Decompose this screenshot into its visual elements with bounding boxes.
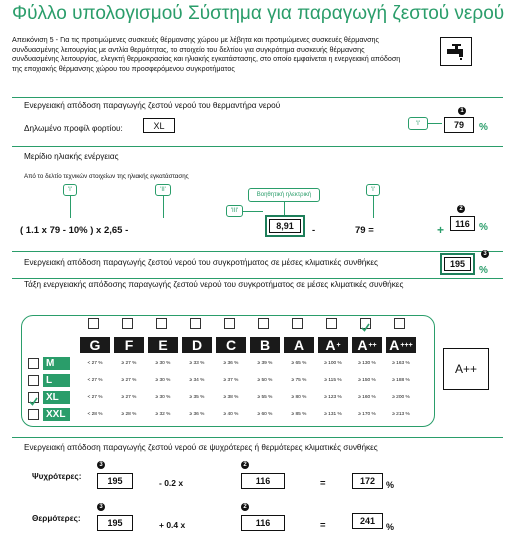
solar-formula-part2: 79 = [355, 225, 374, 236]
bullet-2: 2 [457, 205, 465, 213]
tag-iii: 'III' [226, 205, 243, 217]
threshold-cell: ≥ 36 % [223, 361, 239, 366]
profile-label-l: L [43, 374, 70, 387]
threshold-cell: ≥ 50 % [257, 378, 273, 383]
threshold-cell: ≥ 55 % [257, 395, 273, 400]
warmer-solar-value: 116 [241, 515, 285, 531]
unit-percent: % [479, 265, 488, 276]
class-checkbox[interactable] [156, 318, 167, 329]
bullet-3: 3 [97, 461, 105, 469]
energy-class-panel [21, 315, 435, 427]
description-text: Απεικόνιση 5 - Για τις προτιμώμενες συσκευές θέρμανσης χώρου με λέβητα και προτιμώμενες συσκευές θέρμανσης συνδυασμένης λειτουργίας με αντλία θερμότητας, το στοιχείο του δελτίου για συγκρότημα συσκευής θέρμανσης συνδυασμένης λειτουργίας, ελεγκτή θερμοκρασίας και ηλιακής εγκατάστασης, στο οποίο εμφαίνεται η ενεργειακή απόδοση της εποχιακής θέρμανσης χώρου του προσφερόμενου συγκροτήματος [12, 35, 401, 73]
colder-base-value: 195 [97, 473, 133, 489]
profile-label-xxl: XXL [43, 408, 70, 421]
connector [428, 123, 442, 124]
section3-heading: Ενεργειακή απόδοση παραγωγής ζεστού νερού του συγκροτήματος σε μέσες κλιματικές συνθήκες [24, 258, 378, 267]
warmer-operator: + 0.4 x [159, 520, 186, 530]
divider [12, 278, 503, 279]
class-checkbox[interactable] [258, 318, 269, 329]
section2-sub: Από το δελτίο τεχνικών στοιχείων της ηλιακής εγκατάστασης [24, 173, 189, 180]
tag-i: 'I' [408, 117, 428, 130]
colder-label: Ψυχρότερες: [32, 472, 82, 481]
profile-label-m: M [43, 357, 70, 370]
bullet-2: 2 [241, 461, 249, 469]
class-c: C [216, 337, 246, 353]
class-e: E [148, 337, 178, 353]
connector [70, 196, 71, 218]
bullet-3: 3 [481, 250, 489, 258]
tag-ii: 'II' [155, 184, 171, 196]
unit-percent: % [386, 480, 395, 490]
tag-i: 'I' [366, 184, 380, 196]
warmer-base-value: 195 [97, 515, 133, 531]
bullet-1: 1 [458, 107, 466, 115]
aux-electric-value: 8,91 [269, 219, 301, 233]
threshold-cell: ≥ 115 % [324, 378, 342, 383]
divider [12, 437, 503, 438]
class-a-plus-plus-plus: A +++ [386, 337, 416, 353]
bullet-2: 2 [241, 503, 249, 511]
threshold-cell: ≥ 34 % [189, 378, 205, 383]
threshold-cell: < 27 % [87, 378, 103, 383]
threshold-cell: ≥ 40 % [223, 412, 239, 417]
divider [12, 97, 503, 98]
threshold-cell: < 28 % [87, 412, 103, 417]
threshold-cell: ≥ 27 % [121, 395, 137, 400]
colder-result-value: 172 [352, 473, 383, 489]
section5-heading: Ενεργειακή απόδοση παραγωγής ζεστού νερού σε ψυχρότερες ή θερμότερες κλιματικές συνθήκες [24, 443, 378, 452]
class-checkbox[interactable] [394, 318, 405, 329]
threshold-cell: ≥ 160 % [358, 395, 376, 400]
class-g: G [80, 337, 110, 353]
class-checkbox[interactable] [224, 318, 235, 329]
threshold-cell: ≥ 27 % [121, 378, 137, 383]
threshold-cell: ≥ 37 % [223, 378, 239, 383]
threshold-cell: < 27 % [87, 395, 103, 400]
checkmark-icon [361, 323, 370, 332]
checkmark-icon [29, 397, 38, 406]
class-checkbox[interactable] [292, 318, 303, 329]
system-efficiency-value: 195 [444, 257, 471, 271]
warmer-equals: = [320, 520, 326, 531]
colder-solar-value: 116 [241, 473, 285, 489]
class-checkbox[interactable] [88, 318, 99, 329]
threshold-cell: ≥ 130 % [358, 361, 376, 366]
solar-formula-minus: - [312, 225, 316, 236]
threshold-cell: ≥ 60 % [257, 412, 273, 417]
class-a: A [284, 337, 314, 353]
threshold-cell: ≥ 28 % [121, 412, 137, 417]
divider [12, 251, 503, 252]
threshold-cell: ≥ 33 % [189, 361, 205, 366]
plus-sign: + [437, 223, 445, 237]
colder-equals: = [320, 478, 326, 489]
threshold-cell: ≥ 213 % [392, 412, 410, 417]
warmer-result-value: 241 [352, 513, 383, 529]
threshold-cell: ≥ 30 % [155, 361, 171, 366]
threshold-cell: ≥ 36 % [189, 412, 205, 417]
solar-share-value: 116 [450, 216, 475, 231]
threshold-cell: ≥ 200 % [392, 395, 410, 400]
section2-heading: Μερίδιο ηλιακής ενέργειας [24, 152, 119, 161]
profile-checkbox-m[interactable] [28, 358, 39, 369]
solar-formula-part1: ( 1.1 x 79 - 10% ) x 2,65 - [20, 225, 129, 236]
profile-label: Δηλωμένο προφίλ φορτίου: [24, 124, 123, 133]
threshold-cell: ≥ 65 % [291, 361, 307, 366]
threshold-cell: ≥ 75 % [291, 378, 307, 383]
water-heating-efficiency-value: 79 [444, 117, 474, 133]
class-b: B [250, 337, 280, 353]
profile-checkbox-l[interactable] [28, 375, 39, 386]
warmer-label: Θερμότερες: [32, 514, 81, 523]
tap-icon [445, 42, 467, 62]
profile-checkbox-xxl[interactable] [28, 409, 39, 420]
threshold-cell: ≥ 27 % [121, 361, 137, 366]
connector [373, 196, 374, 218]
colder-operator: - 0.2 x [159, 478, 184, 488]
class-checkbox[interactable] [190, 318, 201, 329]
unit-percent: % [479, 222, 488, 233]
class-checkbox[interactable] [122, 318, 133, 329]
threshold-cell: < 27 % [87, 361, 103, 366]
threshold-cell: ≥ 39 % [257, 361, 273, 366]
threshold-cell: ≥ 35 % [189, 395, 205, 400]
connector [284, 202, 285, 216]
connector [163, 196, 164, 218]
threshold-cell: ≥ 188 % [392, 378, 410, 383]
profile-label-xl: XL [43, 391, 70, 404]
tap-icon-box [440, 37, 472, 66]
profile-checkbox-xl-checked[interactable] [28, 392, 39, 403]
divider [12, 146, 503, 147]
aux-value-frame [265, 215, 305, 237]
class-checkbox-checked[interactable] [360, 318, 371, 329]
threshold-cell: ≥ 80 % [291, 395, 307, 400]
unit-percent: % [479, 122, 488, 133]
threshold-cell: ≥ 30 % [155, 378, 171, 383]
tag-i: 'I' [63, 184, 77, 196]
threshold-cell: ≥ 170 % [358, 412, 376, 417]
page-title: Φύλλο υπολογισμού Σύστημα για παραγωγή ζεστού νερού [12, 3, 505, 24]
threshold-cell: ≥ 150 % [358, 378, 376, 383]
threshold-cell: ≥ 100 % [324, 361, 342, 366]
threshold-cell: ≥ 123 % [324, 395, 342, 400]
profile-value: XL [143, 118, 175, 133]
aux-electric-label: Βοηθητική ηλεκτρική [248, 188, 320, 202]
bullet-3: 3 [97, 503, 105, 511]
threshold-cell: ≥ 30 % [155, 395, 171, 400]
threshold-cell: ≥ 163 % [392, 361, 410, 366]
threshold-cell: ≥ 131 % [324, 412, 342, 417]
class-f: F [114, 337, 144, 353]
connector [243, 211, 263, 212]
threshold-cell: ≥ 38 % [223, 395, 239, 400]
class-d: D [182, 337, 212, 353]
class-a-plus-plus: A ++ [352, 337, 382, 353]
section4-heading: Τάξη ενεργειακής απόδοσης παραγωγής ζεστού νερού του συγκροτήματος σε μέσες κλιματικές συνθήκες [24, 280, 404, 289]
section1-heading: Ενεργειακή απόδοση παραγωγής ζεστού νερού του θερμαντήρα νερού [24, 101, 281, 110]
class-checkbox[interactable] [326, 318, 337, 329]
system-efficiency-frame [440, 253, 475, 275]
threshold-cell: ≥ 32 % [155, 412, 171, 417]
class-a-plus: A + [318, 337, 348, 353]
energy-class-result: A++ [443, 348, 489, 390]
unit-percent: % [386, 522, 395, 532]
threshold-cell: ≥ 85 % [291, 412, 307, 417]
